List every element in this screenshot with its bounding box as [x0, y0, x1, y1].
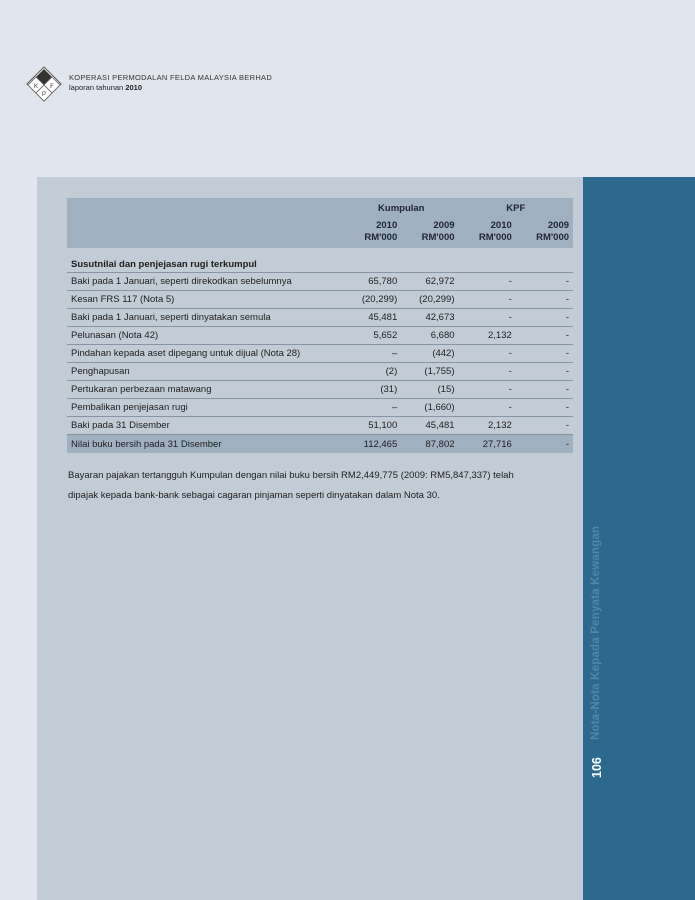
table-group-header: [67, 198, 573, 218]
section-title: Susutnilai dan penjejasan rugi terkumpul: [67, 248, 573, 273]
report-title: [69, 83, 142, 92]
footnote-line-1: Bayaran pajakan tertangguh Kumpulan dengan nilai buku bersih RM2,449,775 (2009: RM5,847,337) telah: [68, 470, 514, 481]
footnote-line-2: dipajak kepada bank-bank sebagai cagaran pinjaman seperti dinyatakan dalam Nota 30.: [68, 490, 440, 501]
table-row: Penghapusan (2) (1,755) - -: [67, 363, 573, 381]
depreciation-table: [67, 198, 573, 453]
table-year-header: [67, 218, 573, 248]
kpf-logo: [26, 66, 62, 102]
col-kumpulan-2010: 2010 RM'000: [364, 220, 398, 243]
total-row: Nilai buku bersih pada 31 Disember 112,465 87,802 27,716 -: [67, 435, 573, 454]
logo-letter-f: F: [50, 84, 54, 90]
table-row: Pertukaran perbezaan matawang (31) (15) - -: [67, 381, 573, 399]
page-number: 106: [590, 757, 604, 778]
col-kpf-2010: 2010 RM'000: [478, 220, 512, 243]
col-kpf-2009: 2009 RM'000: [536, 220, 570, 243]
group-kpf: KPF: [506, 202, 526, 214]
table-row: Baki pada 1 Januari, seperti direkodkan sebelumnya 65,780 62,972 - -: [67, 273, 573, 291]
table-row: Pembalikan penjejasan rugi – (1,660) - -: [67, 399, 573, 417]
table-row: Baki pada 1 Januari, seperti dinyatakan semula 45,481 42,673 - -: [67, 309, 573, 327]
table-row: Pelunasan (Nota 42) 5,652 6,680 2,132 -: [67, 327, 573, 345]
report-prefix: laporan tahunan: [69, 83, 124, 92]
table-row: Baki pada 31 Disember 51,100 45,481 2,132 -: [67, 417, 573, 435]
table-row: Pindahan kepada aset dipegang untuk dijual (Nota 28) – (442) - -: [67, 345, 573, 363]
table-row: Kesan FRS 117 (Nota 5) (20,299) (20,299) - -: [67, 291, 573, 309]
group-kumpulan: Kumpulan: [378, 202, 425, 214]
sidebar-title: Nota-Nota Kepada Penyata Kewangan: [590, 525, 602, 740]
footnote-paragraph: [68, 466, 568, 506]
report-year: 2010: [125, 83, 142, 92]
company-name: KOPERASI PERMODALAN FELDA MALAYSIA BERHAD: [69, 73, 273, 82]
section-row: [67, 248, 573, 273]
logo-letter-k: K: [33, 84, 39, 90]
logo-letter-p: P: [41, 92, 47, 98]
col-kumpulan-2009: 2009 RM'000: [421, 220, 455, 243]
